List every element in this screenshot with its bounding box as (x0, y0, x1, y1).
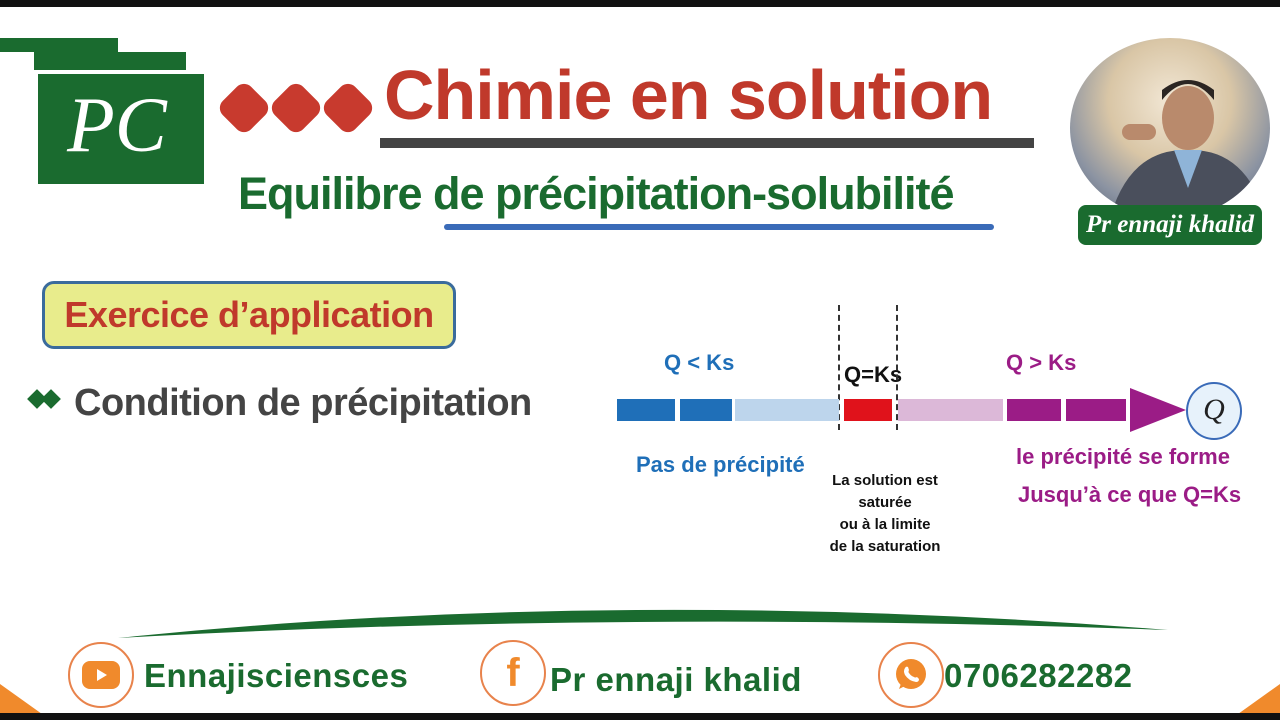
pc-logo-text: PC (67, 81, 167, 168)
facebook-icon[interactable]: f (480, 640, 546, 706)
page-title: Chimie en solution (384, 56, 993, 134)
red-diamond-icon (320, 80, 377, 137)
saturated-line: de la saturation (829, 538, 941, 555)
precipitate-forms-label: le précipité se forme (1016, 444, 1230, 469)
axis-segment-pink (898, 399, 1003, 421)
q-axis-symbol: Q (1186, 382, 1242, 440)
no-precipitate-label: Pas de précipité (636, 452, 805, 477)
phone-number[interactable]: 0706282282 (944, 657, 1133, 694)
saturated-text (800, 470, 970, 558)
q-greater-label: Q > Ks (1006, 350, 1077, 375)
subtitle-underline (444, 224, 994, 230)
youtube-icon[interactable] (68, 642, 134, 708)
axis-segment-red (844, 399, 892, 421)
person-icon (1070, 38, 1270, 218)
whatsapp-icon[interactable] (878, 642, 944, 708)
corner-decoration (1238, 684, 1280, 714)
axis-segment-blue (680, 399, 732, 421)
top-border (0, 0, 1280, 7)
saturated-line: ou à la limite (839, 516, 931, 533)
condition-heading: Condition de précipitation (74, 382, 532, 424)
axis-segment-purple (1007, 399, 1061, 421)
logo-stripe (0, 38, 118, 52)
saturated-line: saturée (858, 494, 912, 511)
q-equal-label: Q=Ks (844, 362, 903, 387)
facebook-page[interactable]: Pr ennaji khalid (550, 661, 802, 698)
axis-segment-lightblue (735, 399, 839, 421)
axis-arrow-icon (1130, 388, 1186, 432)
until-equilibrium-label: Jusqu’à ce que Q=Ks (1018, 482, 1242, 507)
logo-stripe-2 (34, 52, 186, 70)
q-less-label: Q < Ks (664, 350, 735, 375)
footer-swoosh (118, 600, 1168, 640)
author-name-badge: Pr ennaji khalid (1078, 205, 1262, 245)
page-subtitle: Equilibre de précipitation-solubilité (238, 168, 954, 219)
author-avatar (1070, 38, 1270, 218)
exercise-label: Exercice d’application (42, 281, 456, 349)
red-diamond-icon (216, 80, 273, 137)
saturated-line: La solution est (832, 472, 938, 489)
youtube-channel[interactable]: Ennajisciensces (144, 657, 409, 694)
red-diamond-icon (268, 80, 325, 137)
diamond-bullet-icon (41, 389, 61, 409)
title-underline (380, 138, 1034, 148)
corner-decoration (0, 684, 42, 714)
axis-segment-blue (617, 399, 675, 421)
axis-segment-purple (1066, 399, 1126, 421)
bottom-border (0, 713, 1280, 720)
